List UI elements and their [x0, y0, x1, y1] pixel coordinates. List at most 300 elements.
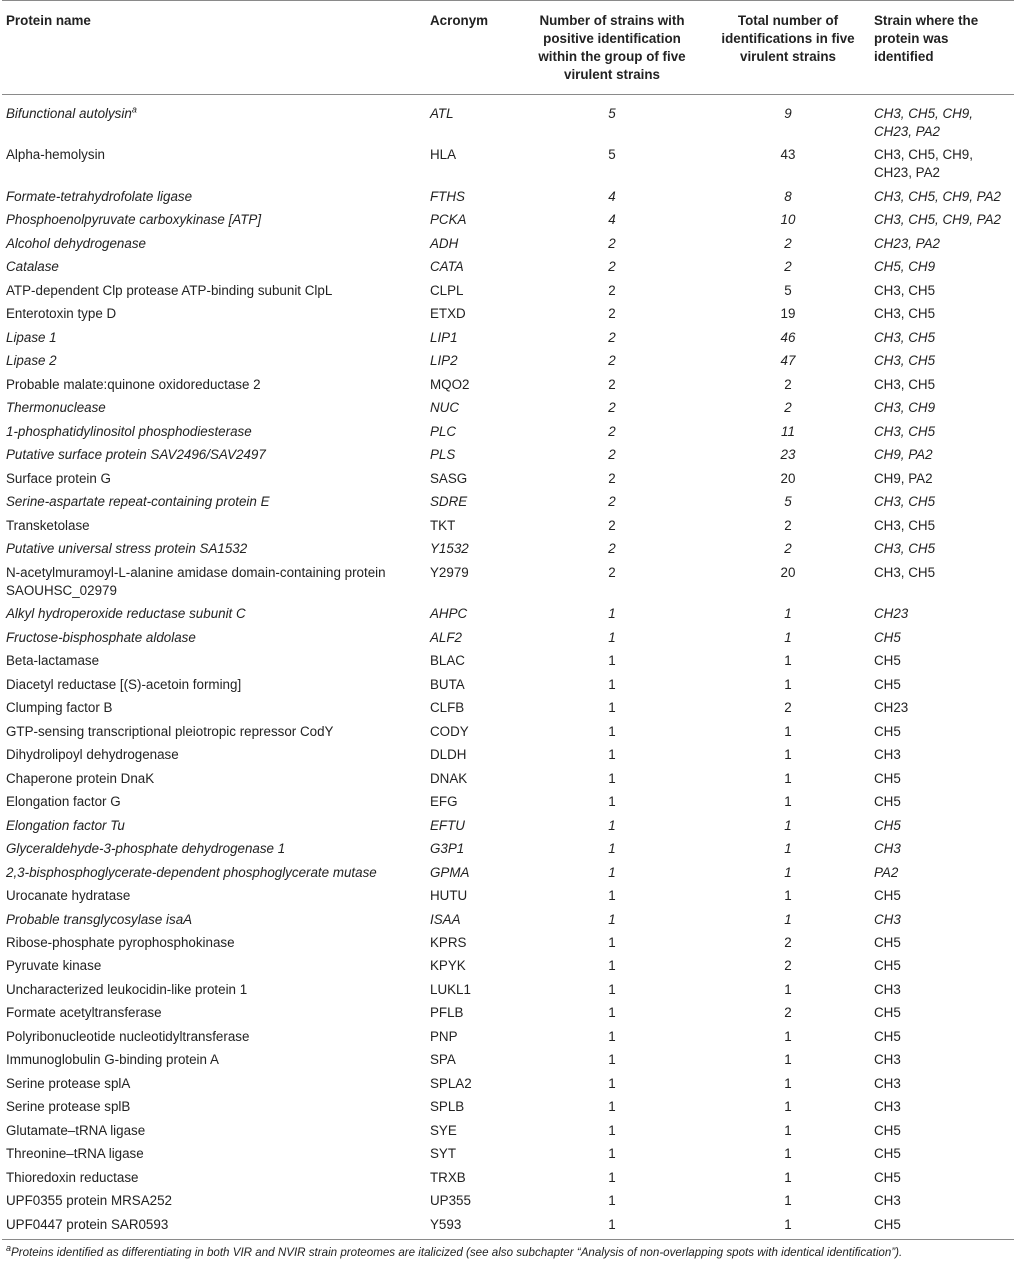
strain-list-cell-text: CH3 — [874, 841, 901, 857]
strain-count-cell — [518, 861, 706, 884]
total-identifications-cell — [706, 603, 870, 626]
protein-name-cell — [2, 1002, 426, 1025]
strain-list-cell-text: PA2 — [874, 864, 899, 880]
table-body — [2, 95, 1014, 1240]
strain-list-cell-text: CH3, CH5 — [874, 353, 936, 369]
total-identifications-cell — [706, 144, 870, 185]
strain-count-cell — [518, 232, 706, 255]
total-identifications-cell — [706, 1049, 870, 1072]
strain-count-cell — [518, 491, 706, 514]
strain-count-cell-text: 2 — [608, 447, 616, 463]
protein-name-cell — [2, 326, 426, 349]
protein-name-cell-text: Alkyl hydroperoxide reductase subunit C — [6, 606, 246, 622]
acronym-cell — [426, 837, 518, 860]
total-identifications-cell-text: 8 — [784, 188, 792, 204]
protein-name-cell-text: Urocanate hydratase — [6, 888, 131, 904]
acronym-cell — [426, 491, 518, 514]
protein-name-cell-text: Probable transglycosylase isaA — [6, 911, 193, 927]
table-row — [2, 1025, 1014, 1048]
strain-list-cell — [870, 1119, 1014, 1142]
protein-name-cell — [2, 256, 426, 279]
protein-name-cell — [2, 373, 426, 396]
strain-list-cell — [870, 955, 1014, 978]
strain-count-cell — [518, 908, 706, 931]
protein-name-cell-text: Thioredoxin reductase — [6, 1169, 139, 1185]
table-row — [2, 209, 1014, 232]
total-identifications-cell — [706, 514, 870, 537]
strain-list-cell-text: CH5 — [874, 1216, 901, 1232]
protein-name-cell — [2, 626, 426, 649]
total-identifications-cell — [706, 884, 870, 907]
strain-list-cell-text: CH5 — [874, 1005, 901, 1021]
strain-list-cell — [870, 144, 1014, 185]
strain-list-cell — [870, 1025, 1014, 1048]
strain-count-cell-text: 1 — [608, 770, 616, 786]
strain-count-cell-text: 1 — [608, 629, 616, 645]
strain-list-cell-text: CH5 — [874, 629, 901, 645]
strain-list-cell-text: CH5 — [874, 676, 901, 692]
protein-name-cell — [2, 767, 426, 790]
total-identifications-cell-text: 1 — [784, 817, 792, 833]
acronym-cell-text: AHPC — [430, 606, 468, 622]
strain-count-cell — [518, 1213, 706, 1239]
strain-count-cell-text: 2 — [608, 259, 616, 275]
strain-count-cell-text: 1 — [608, 934, 616, 950]
acronym-cell — [426, 696, 518, 719]
acronym-cell — [426, 420, 518, 443]
strain-list-cell-text: CH5 — [874, 934, 901, 950]
protein-name-cell — [2, 303, 426, 326]
strain-count-cell — [518, 955, 706, 978]
footnote-text: Proteins identified as differentiating in both VIR and NVIR strain proteomes are italicized (see also subchapter “Analysis of non-overlapping spots with identical identification”). — [11, 1245, 903, 1259]
strain-list-cell-text: CH5 — [874, 794, 901, 810]
total-identifications-cell-text: 11 — [781, 423, 795, 439]
total-identifications-cell — [706, 978, 870, 1001]
total-identifications-cell — [706, 790, 870, 813]
protein-name-cell-text: Surface protein G — [6, 470, 111, 486]
acronym-cell — [426, 908, 518, 931]
protein-name-cell — [2, 1143, 426, 1166]
table-row — [2, 561, 1014, 602]
acronym-cell — [426, 185, 518, 208]
strain-list-cell-text: CH3 — [874, 1052, 901, 1068]
acronym-cell — [426, 397, 518, 420]
table-row — [2, 467, 1014, 490]
strain-list-cell-text: CH3 — [874, 911, 901, 927]
strain-list-cell-text: CH3 — [874, 1193, 901, 1209]
total-identifications-cell-text: 1 — [784, 723, 792, 739]
protein-name-cell — [2, 144, 426, 185]
strain-count-cell-text: 1 — [608, 841, 616, 857]
table-row — [2, 279, 1014, 302]
strain-count-cell — [518, 978, 706, 1001]
strain-count-cell — [518, 538, 706, 561]
total-identifications-cell-text: 1 — [784, 911, 792, 927]
strain-count-cell — [518, 767, 706, 790]
strain-count-cell — [518, 95, 706, 144]
protein-name-cell-text: Transketolase — [6, 517, 90, 533]
acronym-cell-text: PNP — [430, 1028, 458, 1044]
acronym-cell — [426, 256, 518, 279]
protein-name-cell — [2, 649, 426, 672]
strain-list-cell-text: CH5 — [874, 888, 901, 904]
acronym-cell — [426, 279, 518, 302]
strain-list-cell-text: CH5 — [874, 1122, 901, 1138]
protein-name-cell — [2, 790, 426, 813]
strain-list-cell-text: CH3 — [874, 981, 901, 997]
acronym-cell — [426, 303, 518, 326]
total-identifications-cell — [706, 1119, 870, 1142]
strain-list-cell — [870, 720, 1014, 743]
protein-name-cell — [2, 350, 426, 373]
protein-name-cell-text: Putative universal stress protein SA1532 — [6, 541, 248, 557]
total-identifications-cell — [706, 955, 870, 978]
protein-name-cell — [2, 1213, 426, 1239]
protein-name-cell-text: Pyruvate kinase — [6, 958, 102, 974]
acronym-cell-text: KPYK — [430, 958, 466, 974]
strain-count-cell — [518, 626, 706, 649]
strain-count-cell-text: 1 — [608, 1028, 616, 1044]
strain-count-cell-text: 1 — [608, 723, 616, 739]
strain-list-cell — [870, 861, 1014, 884]
total-identifications-cell-text: 1 — [784, 629, 792, 645]
acronym-cell — [426, 1143, 518, 1166]
acronym-cell-text: SPA — [430, 1052, 456, 1068]
total-identifications-cell-text: 1 — [784, 676, 792, 692]
table-row — [2, 978, 1014, 1001]
total-identifications-cell-text: 1 — [784, 1122, 792, 1138]
table-row — [2, 603, 1014, 626]
strain-count-cell-text: 1 — [608, 747, 616, 763]
acronym-cell-text: Y1532 — [430, 541, 469, 557]
strain-list-cell-text: CH5 — [874, 770, 901, 786]
protein-name-cell-text: Serine protease splA — [6, 1075, 131, 1091]
table-row — [2, 931, 1014, 954]
acronym-cell-text: NUC — [430, 400, 460, 416]
protein-name-cell-text: N-acetylmuramoyl-L-alanine amidase domain-containing protein SAOUHSC_02979 — [6, 564, 386, 598]
acronym-cell — [426, 931, 518, 954]
total-identifications-cell — [706, 373, 870, 396]
total-identifications-cell — [706, 1190, 870, 1213]
strain-list-cell — [870, 626, 1014, 649]
strain-count-cell-text: 4 — [608, 212, 616, 228]
acronym-cell — [426, 1190, 518, 1213]
total-identifications-cell-text: 2 — [784, 376, 792, 392]
strain-list-cell — [870, 444, 1014, 467]
strain-count-cell-text: 1 — [608, 1122, 616, 1138]
strain-list-cell — [870, 790, 1014, 813]
protein-name-cell-text: 1-phosphatidylinositol phosphodiesterase — [6, 423, 252, 439]
protein-name-cell — [2, 861, 426, 884]
protein-name-cell-text: Elongation factor Tu — [6, 817, 125, 833]
total-identifications-cell-text: 5 — [784, 282, 792, 298]
table-row — [2, 1096, 1014, 1119]
strain-list-cell — [870, 1166, 1014, 1189]
acronym-cell-text: SYE — [430, 1122, 457, 1138]
strain-list-cell — [870, 491, 1014, 514]
acronym-cell-text: SPLA2 — [430, 1075, 472, 1091]
total-identifications-cell-text: 1 — [784, 1052, 792, 1068]
total-identifications-cell-text: 2 — [784, 400, 792, 416]
strain-list-cell — [870, 908, 1014, 931]
strain-list-cell-text: CH3, CH5 — [874, 329, 936, 345]
protein-table — [2, 0, 1014, 1240]
protein-name-cell — [2, 444, 426, 467]
strain-list-cell — [870, 420, 1014, 443]
acronym-cell — [426, 1119, 518, 1142]
protein-name-cell-text: Lipase 2 — [6, 353, 57, 369]
protein-name-cell — [2, 232, 426, 255]
strain-count-cell — [518, 1190, 706, 1213]
total-identifications-cell — [706, 350, 870, 373]
total-identifications-cell — [706, 1166, 870, 1189]
strain-list-cell — [870, 1143, 1014, 1166]
total-identifications-cell — [706, 1143, 870, 1166]
protein-name-cell — [2, 978, 426, 1001]
strain-count-cell — [518, 837, 706, 860]
table-row — [2, 232, 1014, 255]
acronym-cell-text: DLDH — [430, 747, 467, 763]
table-row — [2, 514, 1014, 537]
strain-list-cell-text: CH3, CH5 — [874, 494, 936, 510]
strain-count-cell-text: 1 — [608, 911, 616, 927]
strain-list-cell — [870, 931, 1014, 954]
strain-count-cell-text: 5 — [608, 106, 616, 121]
total-identifications-cell-text: 2 — [784, 541, 792, 557]
strain-list-cell-text: CH5 — [874, 723, 901, 739]
header-protein-name: Protein name — [6, 13, 91, 28]
total-identifications-cell — [706, 1025, 870, 1048]
protein-name-cell-text: Glutamate–tRNA ligase — [6, 1122, 146, 1138]
total-identifications-cell-text: 2 — [784, 1005, 792, 1021]
acronym-cell-text: ISAA — [430, 911, 461, 927]
table-row — [2, 444, 1014, 467]
total-identifications-cell — [706, 467, 870, 490]
acronym-cell — [426, 561, 518, 602]
total-identifications-cell-text: 1 — [784, 1075, 792, 1091]
acronym-cell-text: LIP1 — [430, 329, 458, 345]
protein-name-cell-text: Lipase 1 — [6, 329, 57, 345]
acronym-cell-text: TKT — [430, 517, 456, 533]
table-row — [2, 767, 1014, 790]
protein-name-cell-text: Ribose-phosphate pyrophosphokinase — [6, 934, 235, 950]
strain-count-cell — [518, 373, 706, 396]
total-identifications-cell-text: 1 — [784, 864, 792, 880]
strain-count-cell — [518, 1025, 706, 1048]
acronym-cell-text: Y2979 — [430, 564, 469, 580]
acronym-cell-text: BUTA — [430, 676, 465, 692]
strain-count-cell-text: 1 — [608, 606, 616, 622]
protein-name-cell-text: Probable malate:quinone oxidoreductase 2 — [6, 376, 261, 392]
strain-list-cell — [870, 209, 1014, 232]
strain-count-cell-text: 2 — [608, 329, 616, 345]
protein-name-cell-text: 2,3-bisphosphoglycerate-dependent phosphoglycerate mutase — [6, 864, 377, 880]
acronym-cell-text: EFG — [430, 794, 458, 810]
strain-count-cell — [518, 1119, 706, 1142]
acronym-cell-text: CLFB — [430, 700, 465, 716]
total-identifications-cell — [706, 1096, 870, 1119]
acronym-cell-text: UP355 — [430, 1193, 471, 1209]
strain-list-cell — [870, 95, 1014, 144]
strain-count-cell — [518, 673, 706, 696]
strain-list-cell-text: CH3, CH5 — [874, 306, 936, 322]
acronym-cell — [426, 649, 518, 672]
strain-count-cell — [518, 397, 706, 420]
strain-count-cell-text: 1 — [608, 817, 616, 833]
table-row — [2, 373, 1014, 396]
acronym-cell — [426, 790, 518, 813]
strain-list-cell — [870, 978, 1014, 1001]
total-identifications-cell — [706, 696, 870, 719]
strain-list-cell-text: CH5 — [874, 1146, 901, 1162]
table-row — [2, 1119, 1014, 1142]
table-row — [2, 696, 1014, 719]
strain-list-cell-text: CH3, CH5, CH9, CH23, PA2 — [874, 106, 973, 139]
protein-name-cell-text: Polyribonucleotide nucleotidyltransferase — [6, 1028, 250, 1044]
table-row — [2, 303, 1014, 326]
acronym-cell-text: GPMA — [430, 864, 470, 880]
strain-count-cell — [518, 1143, 706, 1166]
strain-count-cell-text: 5 — [608, 147, 616, 163]
acronym-cell-text: TRXB — [430, 1169, 466, 1185]
total-identifications-cell — [706, 303, 870, 326]
total-identifications-cell — [706, 1002, 870, 1025]
strain-count-cell-text: 2 — [608, 423, 616, 439]
strain-list-cell-text: CH3, CH5, CH9, PA2 — [874, 188, 1002, 204]
total-identifications-cell — [706, 649, 870, 672]
strain-count-cell — [518, 603, 706, 626]
acronym-cell-text: MQO2 — [430, 376, 470, 392]
table-row — [2, 649, 1014, 672]
total-identifications-cell-text: 1 — [784, 770, 792, 786]
protein-name-cell-text: Formate-tetrahydrofolate ligase — [6, 188, 193, 204]
table-row — [2, 326, 1014, 349]
strain-count-cell — [518, 144, 706, 185]
strain-list-cell — [870, 603, 1014, 626]
table-row — [2, 1213, 1014, 1239]
protein-name-cell-text: Alcohol dehydrogenase — [6, 235, 146, 251]
header-total-identifications: Total number of identifications in five virulent strains — [721, 13, 855, 64]
acronym-cell — [426, 444, 518, 467]
table-row — [2, 95, 1014, 144]
total-identifications-cell — [706, 814, 870, 837]
total-identifications-cell — [706, 420, 870, 443]
acronym-cell — [426, 232, 518, 255]
acronym-cell — [426, 350, 518, 373]
total-identifications-cell — [706, 743, 870, 766]
total-identifications-cell — [706, 444, 870, 467]
protein-name-cell — [2, 209, 426, 232]
acronym-cell-text: SPLB — [430, 1099, 465, 1115]
acronym-cell — [426, 1096, 518, 1119]
footnote-mark: a — [6, 1242, 12, 1253]
protein-name-cell — [2, 561, 426, 602]
total-identifications-cell — [706, 673, 870, 696]
total-identifications-cell — [706, 931, 870, 954]
total-identifications-cell — [706, 1213, 870, 1239]
acronym-cell — [426, 814, 518, 837]
strain-list-cell-text: CH3, CH5 — [874, 376, 936, 392]
protein-name-cell — [2, 1119, 426, 1142]
acronym-cell-text: LIP2 — [430, 353, 458, 369]
strain-count-cell — [518, 209, 706, 232]
total-identifications-cell-text: 2 — [784, 259, 792, 275]
acronym-cell-text: CATA — [430, 259, 464, 275]
table-row — [2, 1166, 1014, 1189]
protein-name-cell — [2, 1166, 426, 1189]
strain-list-cell — [870, 467, 1014, 490]
protein-name-cell-text: Clumping factor B — [6, 700, 113, 716]
strain-list-cell — [870, 514, 1014, 537]
strain-count-cell-text: 2 — [608, 376, 616, 392]
protein-name-cell — [2, 491, 426, 514]
acronym-cell-text: PCKA — [430, 212, 467, 228]
protein-name-cell-text: Chaperone protein DnaK — [6, 770, 155, 786]
protein-name-cell-text: Dihydrolipoyl dehydrogenase — [6, 747, 179, 763]
strain-count-cell — [518, 444, 706, 467]
total-identifications-cell-text: 20 — [780, 470, 796, 486]
strain-list-cell-text: CH23, PA2 — [874, 235, 940, 251]
strain-count-cell-text: 2 — [608, 400, 616, 416]
total-identifications-cell-text: 23 — [780, 447, 796, 463]
strain-list-cell-text: CH3, CH5, CH9, PA2 — [874, 212, 1002, 228]
strain-list-cell — [870, 767, 1014, 790]
strain-list-cell-text: CH3 — [874, 1099, 901, 1115]
strain-list-cell — [870, 1096, 1014, 1119]
strain-count-cell — [518, 884, 706, 907]
strain-list-cell-text: CH3, CH5 — [874, 423, 936, 439]
strain-list-cell — [870, 303, 1014, 326]
acronym-cell-text: ADH — [430, 235, 459, 251]
table-row — [2, 720, 1014, 743]
strain-count-cell — [518, 1096, 706, 1119]
table-row — [2, 1002, 1014, 1025]
total-identifications-cell-text: 2 — [784, 958, 792, 974]
total-identifications-cell — [706, 561, 870, 602]
strain-count-cell-text: 4 — [608, 188, 616, 204]
total-identifications-cell-text: 46 — [780, 329, 796, 345]
strain-list-cell — [870, 837, 1014, 860]
strain-count-cell-text: 2 — [608, 564, 616, 580]
strain-count-cell-text: 2 — [608, 494, 616, 510]
total-identifications-cell-text: 1 — [784, 1028, 792, 1044]
strain-list-cell — [870, 1190, 1014, 1213]
table-row — [2, 814, 1014, 837]
total-identifications-cell — [706, 767, 870, 790]
acronym-cell-text: CLPL — [430, 282, 464, 298]
total-identifications-cell-text: 1 — [784, 747, 792, 763]
strain-count-cell — [518, 1049, 706, 1072]
strain-count-cell — [518, 649, 706, 672]
strain-count-cell-text: 1 — [608, 700, 616, 716]
strain-count-cell — [518, 743, 706, 766]
strain-count-cell-text: 1 — [608, 1005, 616, 1021]
strain-count-cell — [518, 790, 706, 813]
protein-name-cell — [2, 1096, 426, 1119]
acronym-cell — [426, 467, 518, 490]
protein-name-cell-text: Bifunctional autolysin — [6, 106, 132, 121]
acronym-cell-text: CODY — [430, 723, 469, 739]
strain-count-cell-text: 2 — [608, 235, 616, 251]
table-row — [2, 837, 1014, 860]
total-identifications-cell-text: 10 — [780, 212, 796, 228]
total-identifications-cell — [706, 279, 870, 302]
strain-list-cell-text: CH5 — [874, 1028, 901, 1044]
total-identifications-cell — [706, 837, 870, 860]
table-row — [2, 626, 1014, 649]
strain-count-cell — [518, 1166, 706, 1189]
acronym-cell-text: SASG — [430, 470, 468, 486]
